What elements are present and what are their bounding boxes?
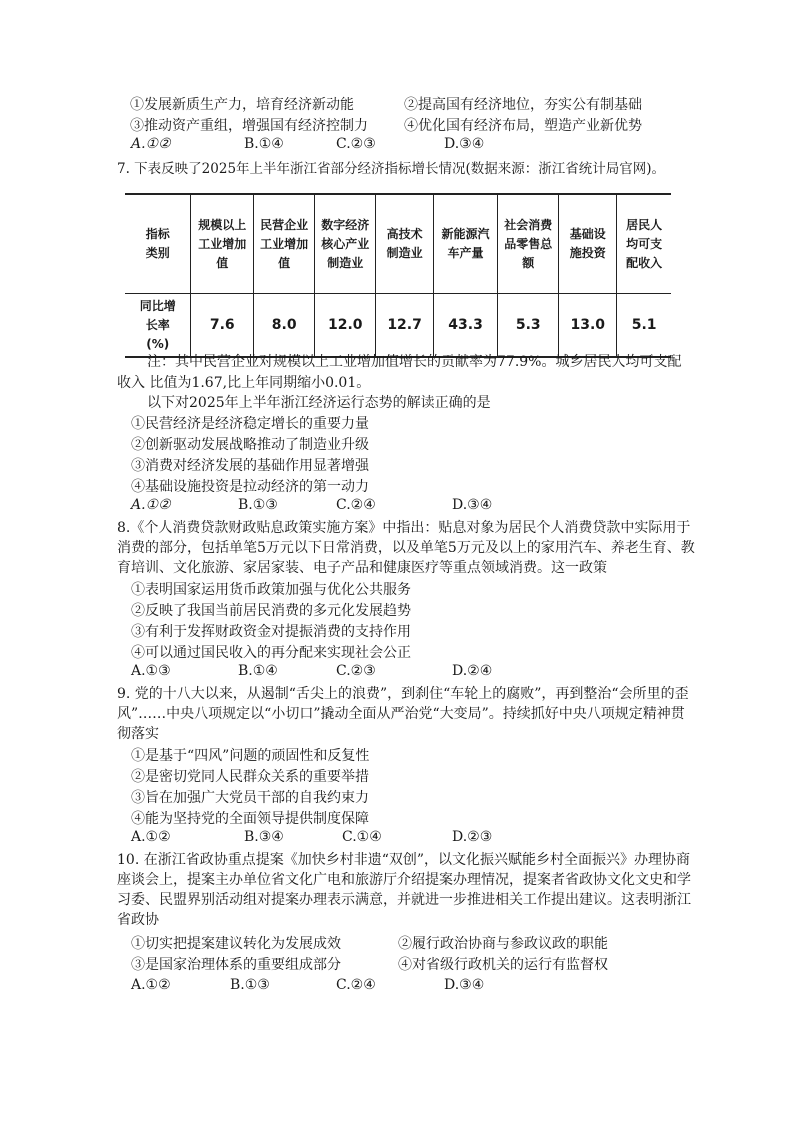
q7-answer-d: D.③④	[452, 497, 493, 513]
table-cell: 5.3	[498, 294, 559, 358]
q6-option-1: ①发展新质生产力，培育经济新动能	[130, 97, 354, 113]
q6-answer-a: A.①②	[131, 136, 171, 152]
q8-answer-b: B.①④	[238, 663, 278, 679]
q10-option-1: ①切实把提案建议转化为发展成效	[131, 936, 341, 952]
table-header-cell: 民营企业工业增加值	[254, 194, 315, 294]
q7-option-4: ④基础设施投资是拉动经济的第一动力	[131, 479, 369, 495]
q8-option-1: ①表明国家运用货币政策加强与优化公共服务	[131, 582, 411, 598]
q8-option-2: ②反映了我国当前居民消费的多元化发展趋势	[131, 603, 411, 619]
q7-answer-b: B.①③	[238, 497, 278, 513]
table-header-cell: 社会消费品零售总额	[498, 194, 559, 294]
q9-answer-d: D.②③	[452, 829, 493, 845]
q9-option-4: ④能为坚持党的全面领导提供制度保障	[131, 811, 369, 827]
q10-option-4: ④对省级行政机关的运行有监督权	[398, 957, 608, 973]
table-cell: 7.6	[191, 294, 254, 358]
table-cell: 13.0	[559, 294, 617, 358]
table-header-cell: 指标类别	[145, 227, 170, 260]
q10-answer-d: D.③④	[444, 977, 485, 993]
q7-indicator-table	[125, 193, 671, 358]
table-header-cell: 高技术制造业	[376, 194, 434, 294]
q7-option-3: ③消费对经济发展的基础作用显著增强	[131, 458, 369, 474]
q10-option-2: ②履行政治协商与参政议政的职能	[398, 936, 608, 952]
q6-answer-d: D.③④	[444, 136, 485, 152]
table-header-cell: 规模以上工业增加值	[191, 194, 254, 294]
q9-answer-c: C.①④	[342, 829, 382, 845]
table-header-cell: 基础设施投资	[559, 194, 617, 294]
table-header-cell: 居民人均可支配收入	[617, 194, 671, 294]
q10-stem: 10. 在浙江省政协重点提案《加快乡村非遗“双创”，以文化振兴赋能乡村全面振兴》办理协商座谈会上，提案主办单位省文化广电和旅游厅介绍提案办理情况，提案者省政协文化文史和学习委、民盟界别活动组对提案办理表示满意，并就进一步推进相关工作提出建议。这表明浙江省政协	[117, 852, 691, 928]
q6-option-3: ③推动资产重组，增强国有经济控制力	[130, 118, 368, 134]
q7-option-2: ②创新驱动发展战略推动了制造业升级	[131, 437, 369, 453]
table-cell: 5.1	[617, 294, 671, 358]
table-header-cell: 数字经济核心产业制造业	[315, 194, 376, 294]
q9-answer-b: B.③④	[244, 829, 284, 845]
q7-stem: 7. 下表反映了2025年上半年浙江省部分经济指标增长情况(数据来源：浙江省统计局官网)。	[117, 161, 666, 177]
table-row-label: 同比增长率(%)	[125, 294, 191, 358]
q7-option-1: ①民营经济是经济稳定增长的重要力量	[131, 416, 369, 432]
q8-option-3: ③有利于发挥财政资金对提振消费的支持作用	[131, 624, 411, 640]
q6-answer-c: C.②③	[336, 136, 376, 152]
q8-stem: 8.《个人消费贷款财政贴息政策实施方案》中指出：贴息对象为居民个人消费贷款中实际用于消费的部分，包括单笔5万元以下日常消费，以及单笔5万元及以上的家用汽车、养老生育、教育培训、文化旅游、家居家装、电子产品和健康医疗等重点领域消费。这一政策	[117, 520, 695, 576]
q9-stem: 9. 党的十八大以来，从遏制“舌尖上的浪费”，到刹住“车轮上的腐败”，再到整治“会所里的歪风”……中央八项规定以“小切口”撬动全面从严治党“大变局”。持续抓好中央八项规定精神贯彻落实	[117, 686, 689, 742]
q10-option-3: ③是国家治理体系的重要组成部分	[131, 957, 341, 973]
q6-option-4: ④优化国有经济布局，塑造产业新优势	[404, 118, 642, 134]
q8-answer-d: D.②④	[452, 663, 493, 679]
table-cell: 12.0	[315, 294, 376, 358]
q9-option-1: ①是基于“四风”问题的顽固性和反复性	[131, 748, 370, 764]
table-cell: 8.0	[254, 294, 315, 358]
table-cell: 43.3	[433, 294, 497, 358]
q6-option-2: ②提高国有经济地位，夯实公有制基础	[404, 97, 642, 113]
q8-option-4: ④可以通过国民收入的再分配来实现社会公正	[131, 645, 411, 661]
q10-answer-a: A.①②	[131, 977, 171, 993]
q7-prompt: 以下对2025年上半年浙江经济运行态势的解读正确的是	[147, 395, 491, 411]
table-header-cell: 新能源汽车产量	[433, 194, 497, 294]
q7-note-line-1: 注：其中民营企业对规模以上工业增加值增长的贡献率为77.9%。城乡居民人均可支配	[147, 354, 682, 370]
q7-answer-a: A.①②	[131, 497, 171, 513]
q9-option-2: ②是密切党同人民群众关系的重要举措	[131, 769, 369, 785]
q9-answer-a: A.①②	[131, 829, 171, 845]
q10-answer-c: C.②④	[336, 977, 376, 993]
q10-answer-b: B.①③	[230, 977, 270, 993]
table-header-row	[125, 194, 671, 294]
table-row	[125, 294, 671, 358]
q6-answer-b: B.①④	[244, 136, 284, 152]
q9-option-3: ③旨在加强广大党员干部的自我约束力	[131, 790, 369, 806]
table-cell: 12.7	[376, 294, 434, 358]
q7-answer-c: C.②④	[336, 497, 376, 513]
q8-answer-a: A.①③	[131, 663, 171, 679]
q8-answer-c: C.②③	[336, 663, 376, 679]
q7-note-line-2: 收入 比值为1.67,比上年同期缩小0.01。	[117, 375, 371, 391]
